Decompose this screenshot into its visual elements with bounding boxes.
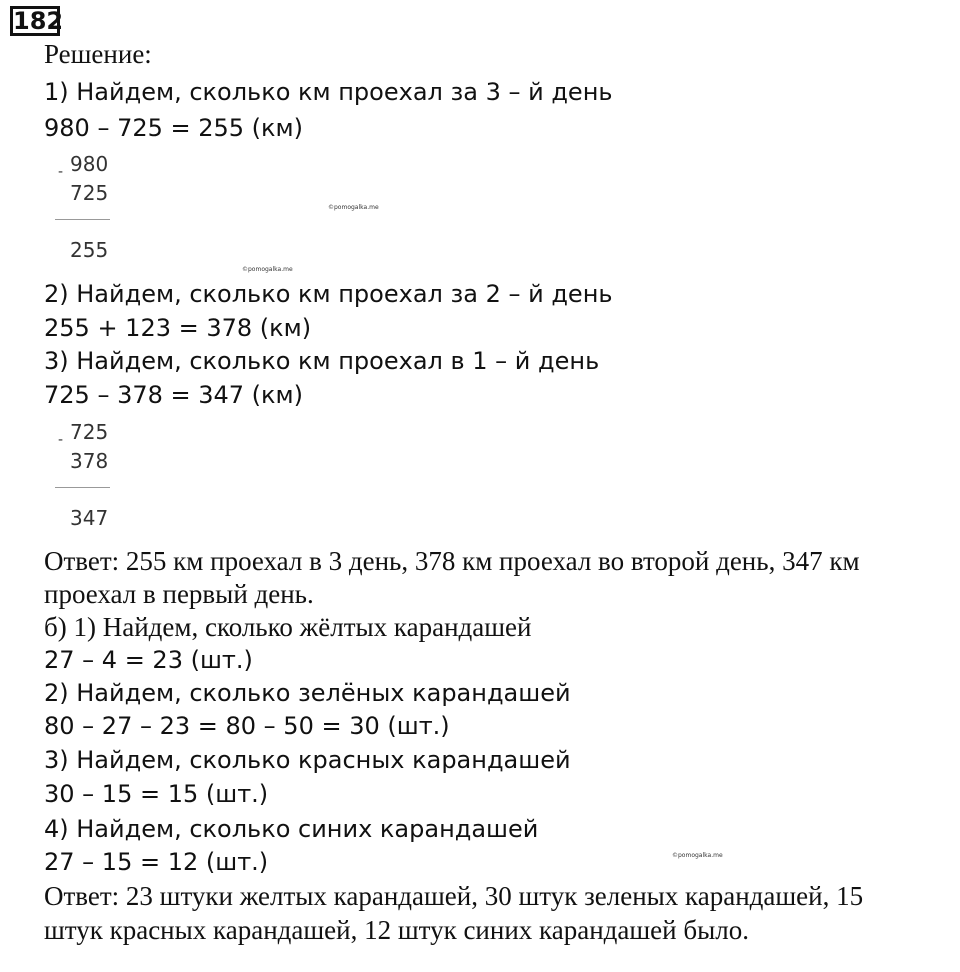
column2-result: 347 [70,506,109,530]
step-b2-equation: 80 – 27 – 23 = 80 – 50 = 30 (шт.) [44,712,450,740]
column1-subtrahend: 725 [70,181,109,205]
answer-a-line-1: Ответ: 255 км проехал в 3 день, 378 км проехал во второй день, 347 км [44,546,860,576]
step-a3-equation: 725 – 378 = 347 (км) [44,381,304,409]
step-b1-equation: 27 – 4 = 23 (шт.) [44,646,253,674]
step-a3-text: 3) Найдем, сколько км проехал в 1 – й день [44,347,600,375]
step-b3-text: 3) Найдем, сколько красных карандашей [44,746,571,774]
column1-divider [55,219,110,220]
watermark: ©pomogalka.me [328,204,379,211]
problem-number: 182 [10,6,60,36]
column2-minus-sign: - [58,432,64,448]
step-a2-equation: 255 + 123 = 378 (км) [44,314,312,342]
step-b3-equation: 30 – 15 = 15 (шт.) [44,780,269,808]
answer-a-line-2: проехал в первый день. [44,579,314,609]
answer-b-line-2: штук красных карандашей, 12 штук синих карандашей было. [44,915,749,945]
solution-label: Решение: [44,39,152,69]
column1-result: 255 [70,238,109,262]
step-a1-text: 1) Найдем, сколько км проехал за 3 – й день [44,78,613,106]
column2-divider [55,487,110,488]
step-a1-equation: 980 – 725 = 255 (км) [44,114,304,142]
answer-b-line-1: Ответ: 23 штуки желтых карандашей, 30 штук зеленых карандашей, 15 [44,881,864,911]
step-b4-equation: 27 – 15 = 12 (шт.) [44,848,269,876]
column1-minuend: 980 [70,152,109,176]
step-a2-text: 2) Найдем, сколько км проехал за 2 – й день [44,280,613,308]
step-b1-text: б) 1) Найдем, сколько жёлтых карандашей [44,612,532,642]
watermark: ©pomogalka.me [242,266,293,273]
column2-minuend: 725 [70,420,109,444]
column2-subtrahend: 378 [70,449,109,473]
column1-minus-sign: - [58,164,64,180]
step-b4-text: 4) Найдем, сколько синих карандашей [44,815,539,843]
watermark: ©pomogalka.me [672,852,723,859]
step-b2-text: 2) Найдем, сколько зелёных карандашей [44,679,571,707]
